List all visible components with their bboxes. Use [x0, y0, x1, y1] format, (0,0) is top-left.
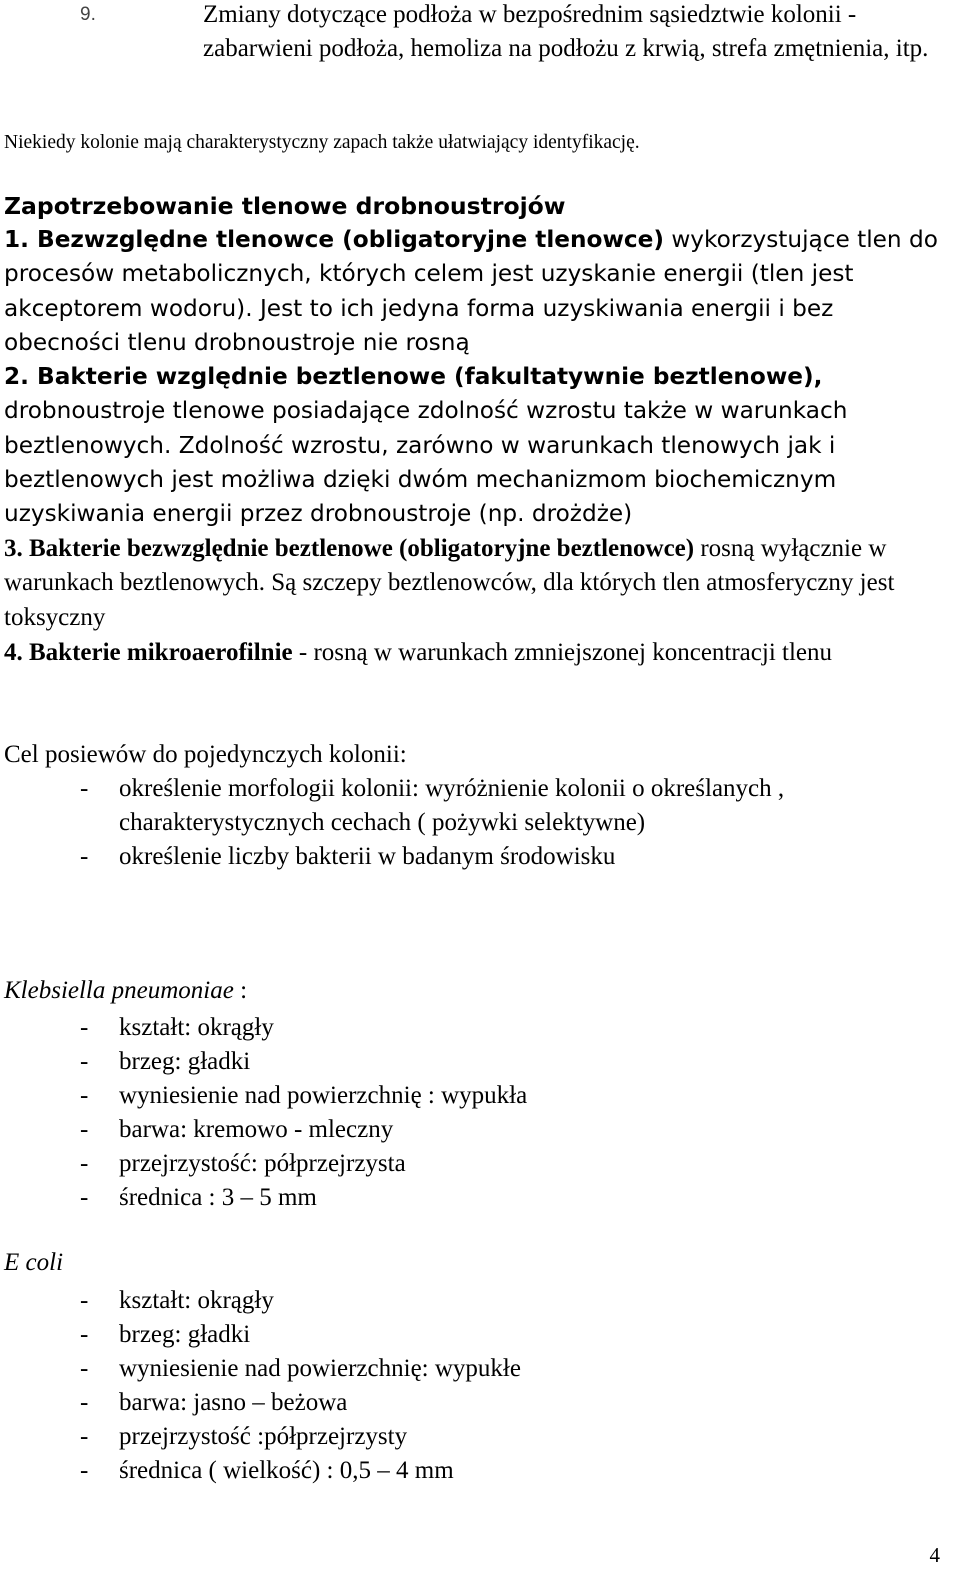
list-item: - kształt: okrągły [80, 1014, 274, 1041]
list-item-text: średnica ( wielkość) : 0,5 – 4 mm [119, 1457, 454, 1484]
list-item: - kształt: okrągły [80, 1287, 274, 1314]
list-item-text: określenie liczby bakterii w badanym środowisku [119, 843, 616, 870]
oxygen-item-4 [4, 636, 956, 670]
species-suffix: : [233, 977, 248, 1004]
list-item-text: brzeg: gładki [119, 1048, 251, 1075]
oxygen-item-3 [4, 532, 956, 635]
list-item-text: barwa: jasno – beżowa [119, 1389, 348, 1416]
list-item-continuation: charakterystycznych cechach ( pożywki selektywne) [119, 809, 646, 836]
list-item-text: barwa: kremowo - mleczny [119, 1116, 394, 1143]
oxygen-item-3-desc: rosną wyłącznie w warunkach beztlenowych. Są szczepy beztlenowców, dla których tlen atmosferyczny jest toksyczny [4, 535, 895, 631]
species-heading-klebsiella [4, 977, 247, 1005]
oxygen-item-1 [4, 223, 956, 360]
list-item: - wyniesienie nad powierzchnię : wypukła [80, 1082, 528, 1109]
section-heading: Zapotrzebowanie tlenowe drobnoustrojów [4, 192, 566, 220]
ecoli-features [80, 1284, 521, 1488]
oxygen-item-1-desc: wykorzystujące tlen do procesów metabolicznych, których celem jest uzyskanie energii (tlen jest akceptorem wodoru). Jest to ich jedyna forma uzyskiwania energii i bez obecności tlenu drobnoustroje nie rosną [4, 226, 938, 356]
list-item-text: średnica : 3 – 5 mm [119, 1184, 317, 1211]
list-item: - określenie liczby bakterii w badanym środowisku [80, 843, 616, 870]
purpose-list [80, 772, 784, 874]
purpose-heading: Cel posiewów do pojedynczych kolonii: [4, 741, 407, 768]
list-item-text: wyniesienie nad powierzchnię : wypukła [119, 1082, 528, 1109]
list-item: - brzeg: gładki [80, 1048, 251, 1075]
list-item: - średnica ( wielkość) : 0,5 – 4 mm [80, 1457, 454, 1484]
list-item: - brzeg: gładki [80, 1321, 251, 1348]
oxygen-item-1-term: 1. Bezwzględne tlenowce (obligatoryjne tlenowce) [4, 226, 664, 253]
list-item: - przejrzystość: półprzejrzysta [80, 1150, 406, 1177]
item-text: Zmiany dotyczące podłoża w bezpośrednim sąsiedztwie kolonii - zabarwieni podłoża, hemoliza na podłożu z krwią, strefa zmętnienia, itp. [203, 1, 929, 62]
note-paragraph: Niekiedy kolonie mają charakterystyczny zapach także ułatwiający identyfikację. [4, 132, 640, 153]
oxygen-item-2-desc: drobnoustroje tlenowe posiadające zdolność wzrostu także w warunkach beztlenowych. Zdolność wzrostu, zarówno w warunkach tlenowych jak i beztlenowych jest możliwa dzięki dwóm mechanizmom biochemicznym uzyskiwania energii przez drobnoustroje (np. drożdże) [4, 397, 848, 528]
oxygen-item-3-term: 3. Bakterie bezwzględnie beztlenowe (obligatoryjne beztlenowce) [4, 535, 695, 562]
list-item-text: kształt: okrągły [119, 1287, 274, 1314]
list-item: - przejrzystość :półprzejrzysty [80, 1423, 408, 1450]
list-item: - barwa: jasno – beżowa [80, 1389, 348, 1416]
list-item-text: przejrzystość: półprzejrzysta [119, 1150, 406, 1177]
list-item-text: określenie morfologii kolonii: wyróżnienie kolonii o określanych , [119, 775, 785, 802]
list-item: - średnica : 3 – 5 mm [80, 1184, 317, 1211]
klebsiella-features [80, 1011, 527, 1215]
list-item: - barwa: kremowo - mleczny [80, 1116, 394, 1143]
list-item-text: kształt: okrągły [119, 1014, 274, 1041]
oxygen-item-4-desc: - rosną w warunkach zmniejszonej koncentracji tlenu [292, 639, 833, 666]
list-item-text: brzeg: gładki [119, 1321, 251, 1348]
list-item-text: przejrzystość :półprzejrzysty [119, 1423, 408, 1450]
list-item: - wyniesienie nad powierzchnię: wypukłe [80, 1355, 521, 1382]
list-item: - określenie morfologii kolonii: wyróżnienie kolonii o określanych , charakterystycznych cechach ( pożywki selektywne) [80, 775, 785, 836]
list-item-text: wyniesienie nad powierzchnię: wypukłe [119, 1355, 521, 1382]
oxygen-item-4-term: 4. Bakterie mikroaerofilnie [4, 639, 293, 666]
oxygen-item-2-term: 2. Bakterie względnie beztlenowe (fakultatywnie beztlenowe), [4, 363, 823, 390]
species-name: Klebsiella pneumoniae [4, 977, 234, 1004]
species-heading-ecoli: E coli [4, 1249, 64, 1276]
page-number: 4 [929, 1543, 940, 1567]
oxygen-item-2 [4, 360, 956, 531]
item-number: 9. [80, 4, 96, 25]
